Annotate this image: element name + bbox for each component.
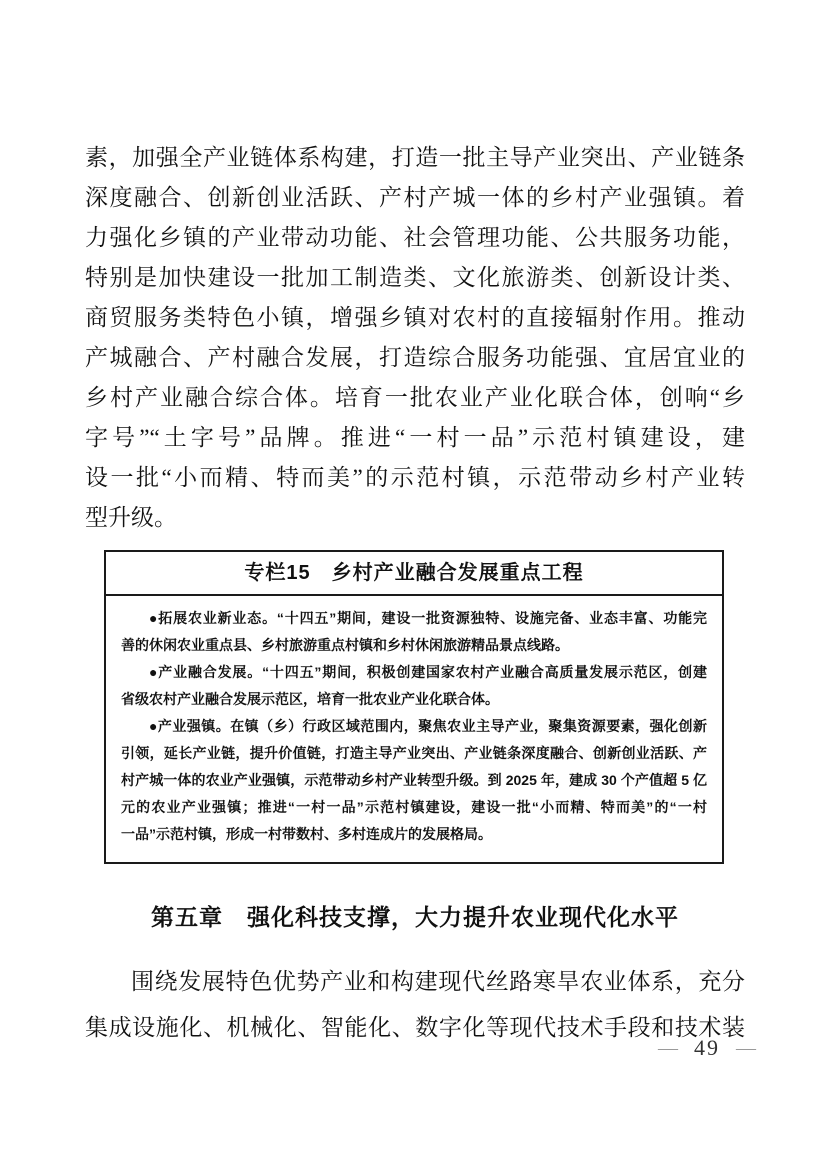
body-text-line: 集成设施化、机械化、智能化、数字化等现代技术手段和技术装: [85, 1015, 745, 1040]
box-text-line: 引领，延长产业链，提升价值链，打造主导产业突出、产业链条深度融合、创新创业活跃、产: [121, 745, 707, 761]
feature-box-title: 专栏15 乡村产业融合发展重点工程: [106, 552, 722, 596]
page-footer: [658, 1037, 756, 1059]
page-number: 49: [694, 1035, 720, 1060]
body-text-line: 力强化乡镇的产业带动功能、社会管理功能、公共服务功能，: [85, 225, 745, 250]
feature-box-body: [106, 596, 722, 862]
body-text-line: 特别是加快建设一批加工制造类、文化旅游类、创新设计类、: [85, 265, 745, 290]
paragraph-top: [85, 138, 745, 538]
body-text-line: 深度融合、创新创业活跃、产村产城一体的乡村产业强镇。着: [85, 185, 745, 210]
feature-box: [104, 550, 724, 864]
body-text-line: 设一批“小而精、特而美”的示范村镇，示范带动乡村产业转: [85, 465, 745, 490]
box-bullet-line: ●产业强镇。在镇（乡）行政区域范围内，聚焦农业主导产业，聚集资源要素，强化创新: [149, 718, 707, 734]
chapter-heading: 第五章 强化科技支撑，大力提升农业现代化水平: [151, 904, 679, 930]
body-text-line: 产城融合、产村融合发展，打造综合服务功能强、宜居宜业的: [85, 345, 745, 370]
box-text-line: 省级农村产业融合发展示范区，培育一批农业产业化联合体。: [121, 691, 499, 707]
footer-dash-left: —: [658, 1037, 678, 1059]
body-text-line: 型升级。: [85, 505, 177, 530]
body-text-line: 乡村产业融合综合体。培育一批农业产业化联合体，创响“乡: [85, 385, 745, 410]
box-text-line: 善的休闲农业重点县、乡村旅游重点村镇和乡村休闲旅游精品景点线路。: [121, 637, 569, 653]
body-text-line: 字号”“土字号”品牌。推进“一村一品”示范村镇建设，建: [85, 425, 745, 450]
footer-dash-right: —: [736, 1037, 756, 1059]
box-bullet-line: ●产业融合发展。“十四五”期间，积极创建国家农村产业融合高质量发展示范区，创建: [149, 664, 707, 680]
body-text-line: 素，加强全产业链体系构建，打造一批主导产业突出、产业链条: [85, 145, 745, 170]
box-bullet-line: ●拓展农业新业态。“十四五”期间，建设一批资源独特、设施完备、业态丰富、功能完: [149, 610, 707, 626]
body-text-line: 商贸服务类特色小镇，增强乡镇对农村的直接辐射作用。推动: [85, 305, 745, 330]
body-text-line: 围绕发展特色优势产业和构建现代丝路寒旱农业体系，充分: [131, 969, 745, 994]
box-text-line: 一品”示范村镇，形成一村带数村、多村连成片的发展格局。: [121, 826, 492, 842]
paragraph-bottom: [85, 959, 745, 1051]
box-text-line: 元的农业产业强镇；推进“一村一品”示范村镇建设，建设一批“小而精、特而美”的“一村: [121, 799, 707, 815]
box-text-line: 村产城一体的农业产业强镇，示范带动乡村产业转型升级。到 2025 年，建成 30 个产值超 5 亿: [121, 772, 707, 788]
